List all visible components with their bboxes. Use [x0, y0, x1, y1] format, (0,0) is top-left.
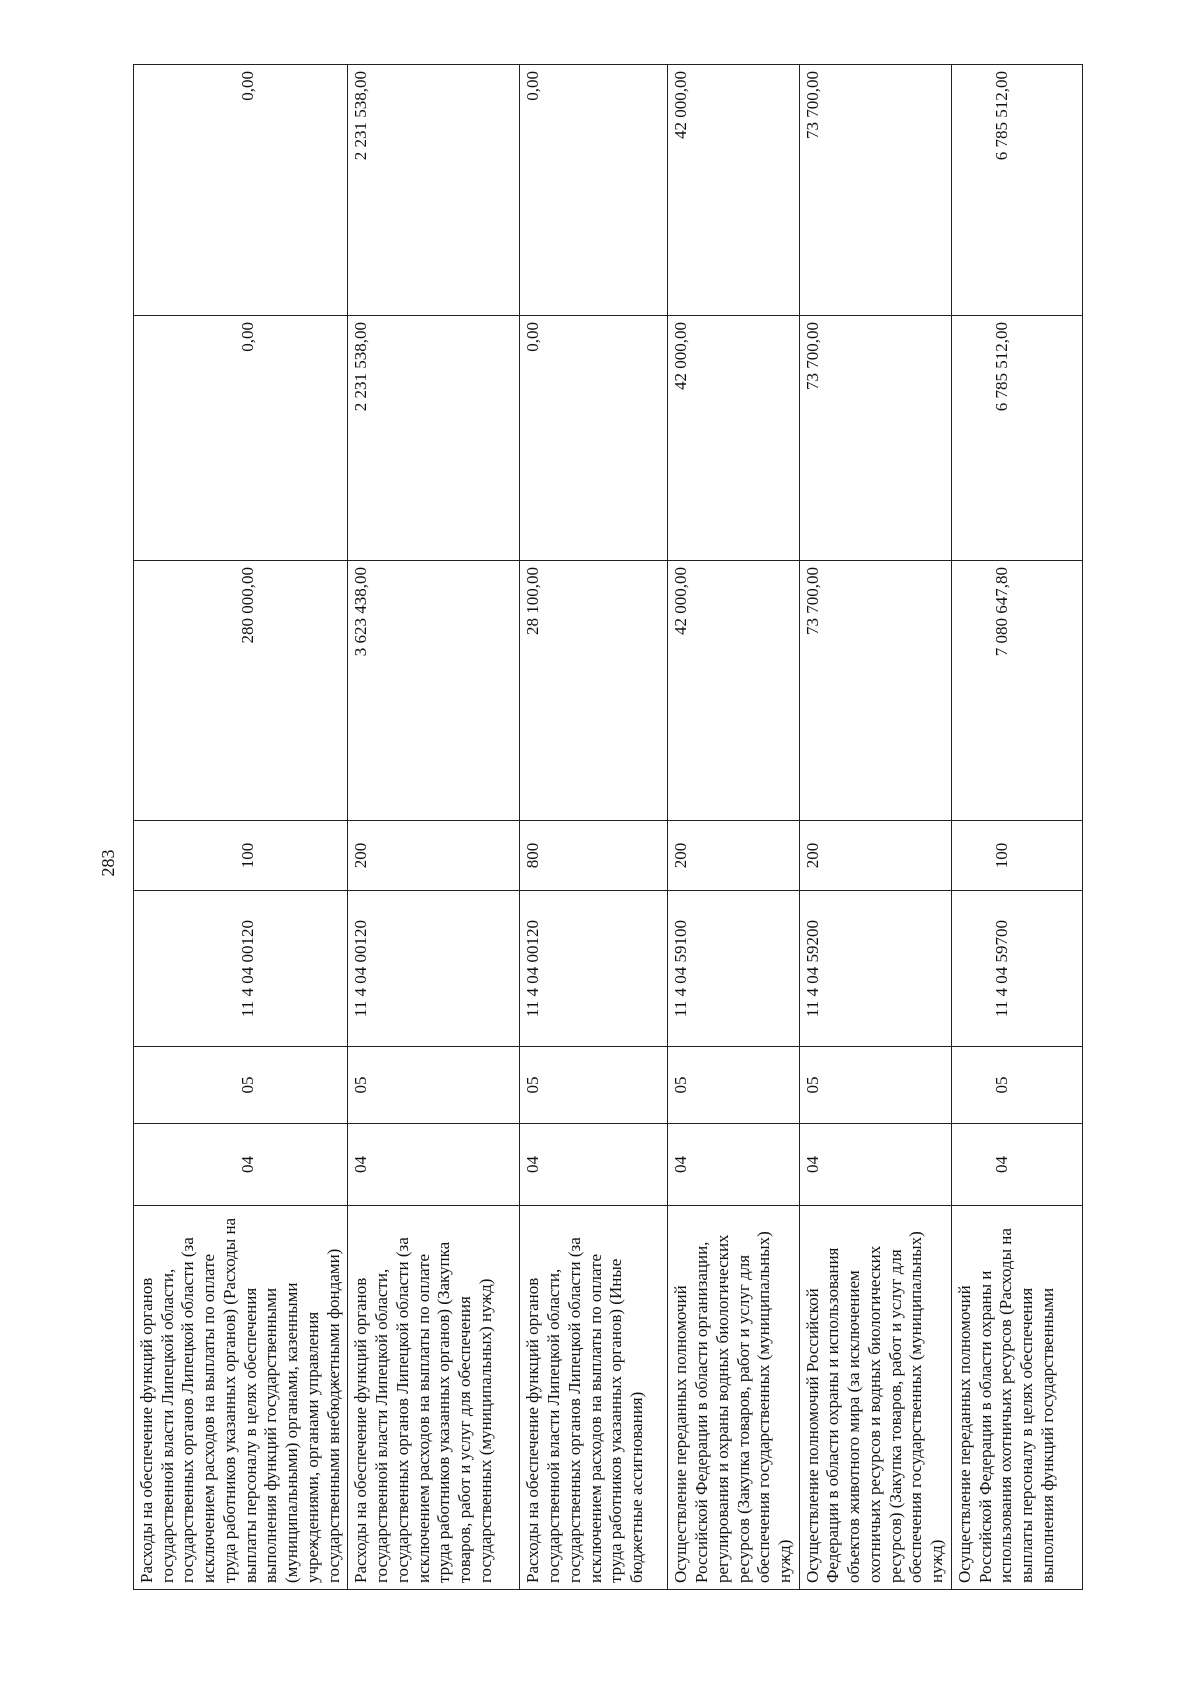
row-target-article: 11 4 04 59100 — [668, 891, 799, 1047]
row-amount-2: 0,00 — [520, 316, 668, 561]
row-amount-3: 0,00 — [134, 65, 348, 316]
row-description: Осуществление переданных полномочий Российской Федерации в области организации, регулирования и охраны водных биологических ресурсов (Закупка товаров, работ и услуг для обеспечения государственных (муниципальных) нужд) — [668, 1206, 799, 1590]
table-row — [951, 65, 1082, 1590]
row-subsection: 05 — [520, 1047, 668, 1124]
row-amount-1: 7 080 647,80 — [951, 561, 1082, 821]
row-amount-3: 2 231 538,00 — [348, 65, 520, 316]
row-amount-2: 2 231 538,00 — [348, 316, 520, 561]
row-expense-type: 200 — [348, 821, 520, 891]
page-number: 283 — [98, 849, 118, 877]
row-target-article: 11 4 04 59200 — [799, 891, 951, 1047]
table-row — [134, 65, 348, 1590]
row-amount-2: 6 785 512,00 — [951, 316, 1082, 561]
row-expense-type: 800 — [520, 821, 668, 891]
row-description: Расходы на обеспечение функций органов государственной власти Липецкой области, государственных органов Липецкой области (за исключением расходов на выплаты по оплате труда работников указанных органов) (Закупка товаров, работ и услуг для обеспечения государственных (муниципальных) нужд) — [348, 1206, 520, 1590]
row-description: Осуществление полномочий Российской Федерации в области охраны и использования объектов животного мира (за исключением охотничьих ресурсов и водных биологических ресурсов) (Закупка товаров, работ и услуг для обеспечения государственных (муниципальных) нужд) — [799, 1206, 951, 1590]
row-expense-type: 200 — [668, 821, 799, 891]
row-amount-1: 3 623 438,00 — [348, 561, 520, 821]
row-description: Осуществление переданных полномочий Российской Федерации в области охраны и использования охотничьих ресурсов (Расходы на выплаты персоналу в целях обеспечения выполнения функций государственными — [951, 1206, 1082, 1590]
row-expense-type: 200 — [799, 821, 951, 891]
row-subsection: 05 — [134, 1047, 348, 1124]
row-section: 04 — [348, 1124, 520, 1206]
row-amount-1: 42 000,00 — [668, 561, 799, 821]
row-expense-type: 100 — [951, 821, 1082, 891]
row-section: 04 — [951, 1124, 1082, 1206]
row-amount-1: 73 700,00 — [799, 561, 951, 821]
row-description: Расходы на обеспечение функций органов государственной власти Липецкой области, государственных органов Липецкой области (за исключением расходов на выплаты по оплате труда работников указанных органов) (Расходы на выплаты персоналу в целях обеспечения выполнения функций государственными (муниципальными) органами, казенными учреждениями, органами управления государственными внебюджетными фондами) — [134, 1206, 348, 1590]
row-amount-3: 73 700,00 — [799, 65, 951, 316]
row-section: 04 — [799, 1124, 951, 1206]
row-subsection: 05 — [348, 1047, 520, 1124]
row-amount-3: 0,00 — [520, 65, 668, 316]
row-amount-2: 42 000,00 — [668, 316, 799, 561]
row-target-article: 11 4 04 00120 — [520, 891, 668, 1047]
row-section: 04 — [668, 1124, 799, 1206]
table-row — [348, 65, 520, 1590]
row-amount-1: 28 100,00 — [520, 561, 668, 821]
row-target-article: 11 4 04 00120 — [134, 891, 348, 1047]
row-subsection: 05 — [951, 1047, 1082, 1124]
row-amount-2: 73 700,00 — [799, 316, 951, 561]
row-section: 04 — [134, 1124, 348, 1206]
row-subsection: 05 — [799, 1047, 951, 1124]
row-description: Расходы на обеспечение функций органов государственной власти Липецкой области, государственных органов Липецкой области (за исключением расходов на выплаты по оплате труда работников указанных органов) (Иные бюджетные ассигнования) — [520, 1206, 668, 1590]
row-section: 04 — [520, 1124, 668, 1206]
row-amount-3: 6 785 512,00 — [951, 65, 1082, 316]
row-subsection: 05 — [668, 1047, 799, 1124]
table-row — [799, 65, 951, 1590]
row-expense-type: 100 — [134, 821, 348, 891]
row-amount-1: 280 000,00 — [134, 561, 348, 821]
table-row — [668, 65, 799, 1590]
table-row — [520, 65, 668, 1590]
row-amount-3: 42 000,00 — [668, 65, 799, 316]
rotated-table-container — [133, 65, 1067, 1590]
row-target-article: 11 4 04 59700 — [951, 891, 1082, 1047]
row-amount-2: 0,00 — [134, 316, 348, 561]
budget-table — [133, 64, 1083, 1590]
row-target-article: 11 4 04 00120 — [348, 891, 520, 1047]
